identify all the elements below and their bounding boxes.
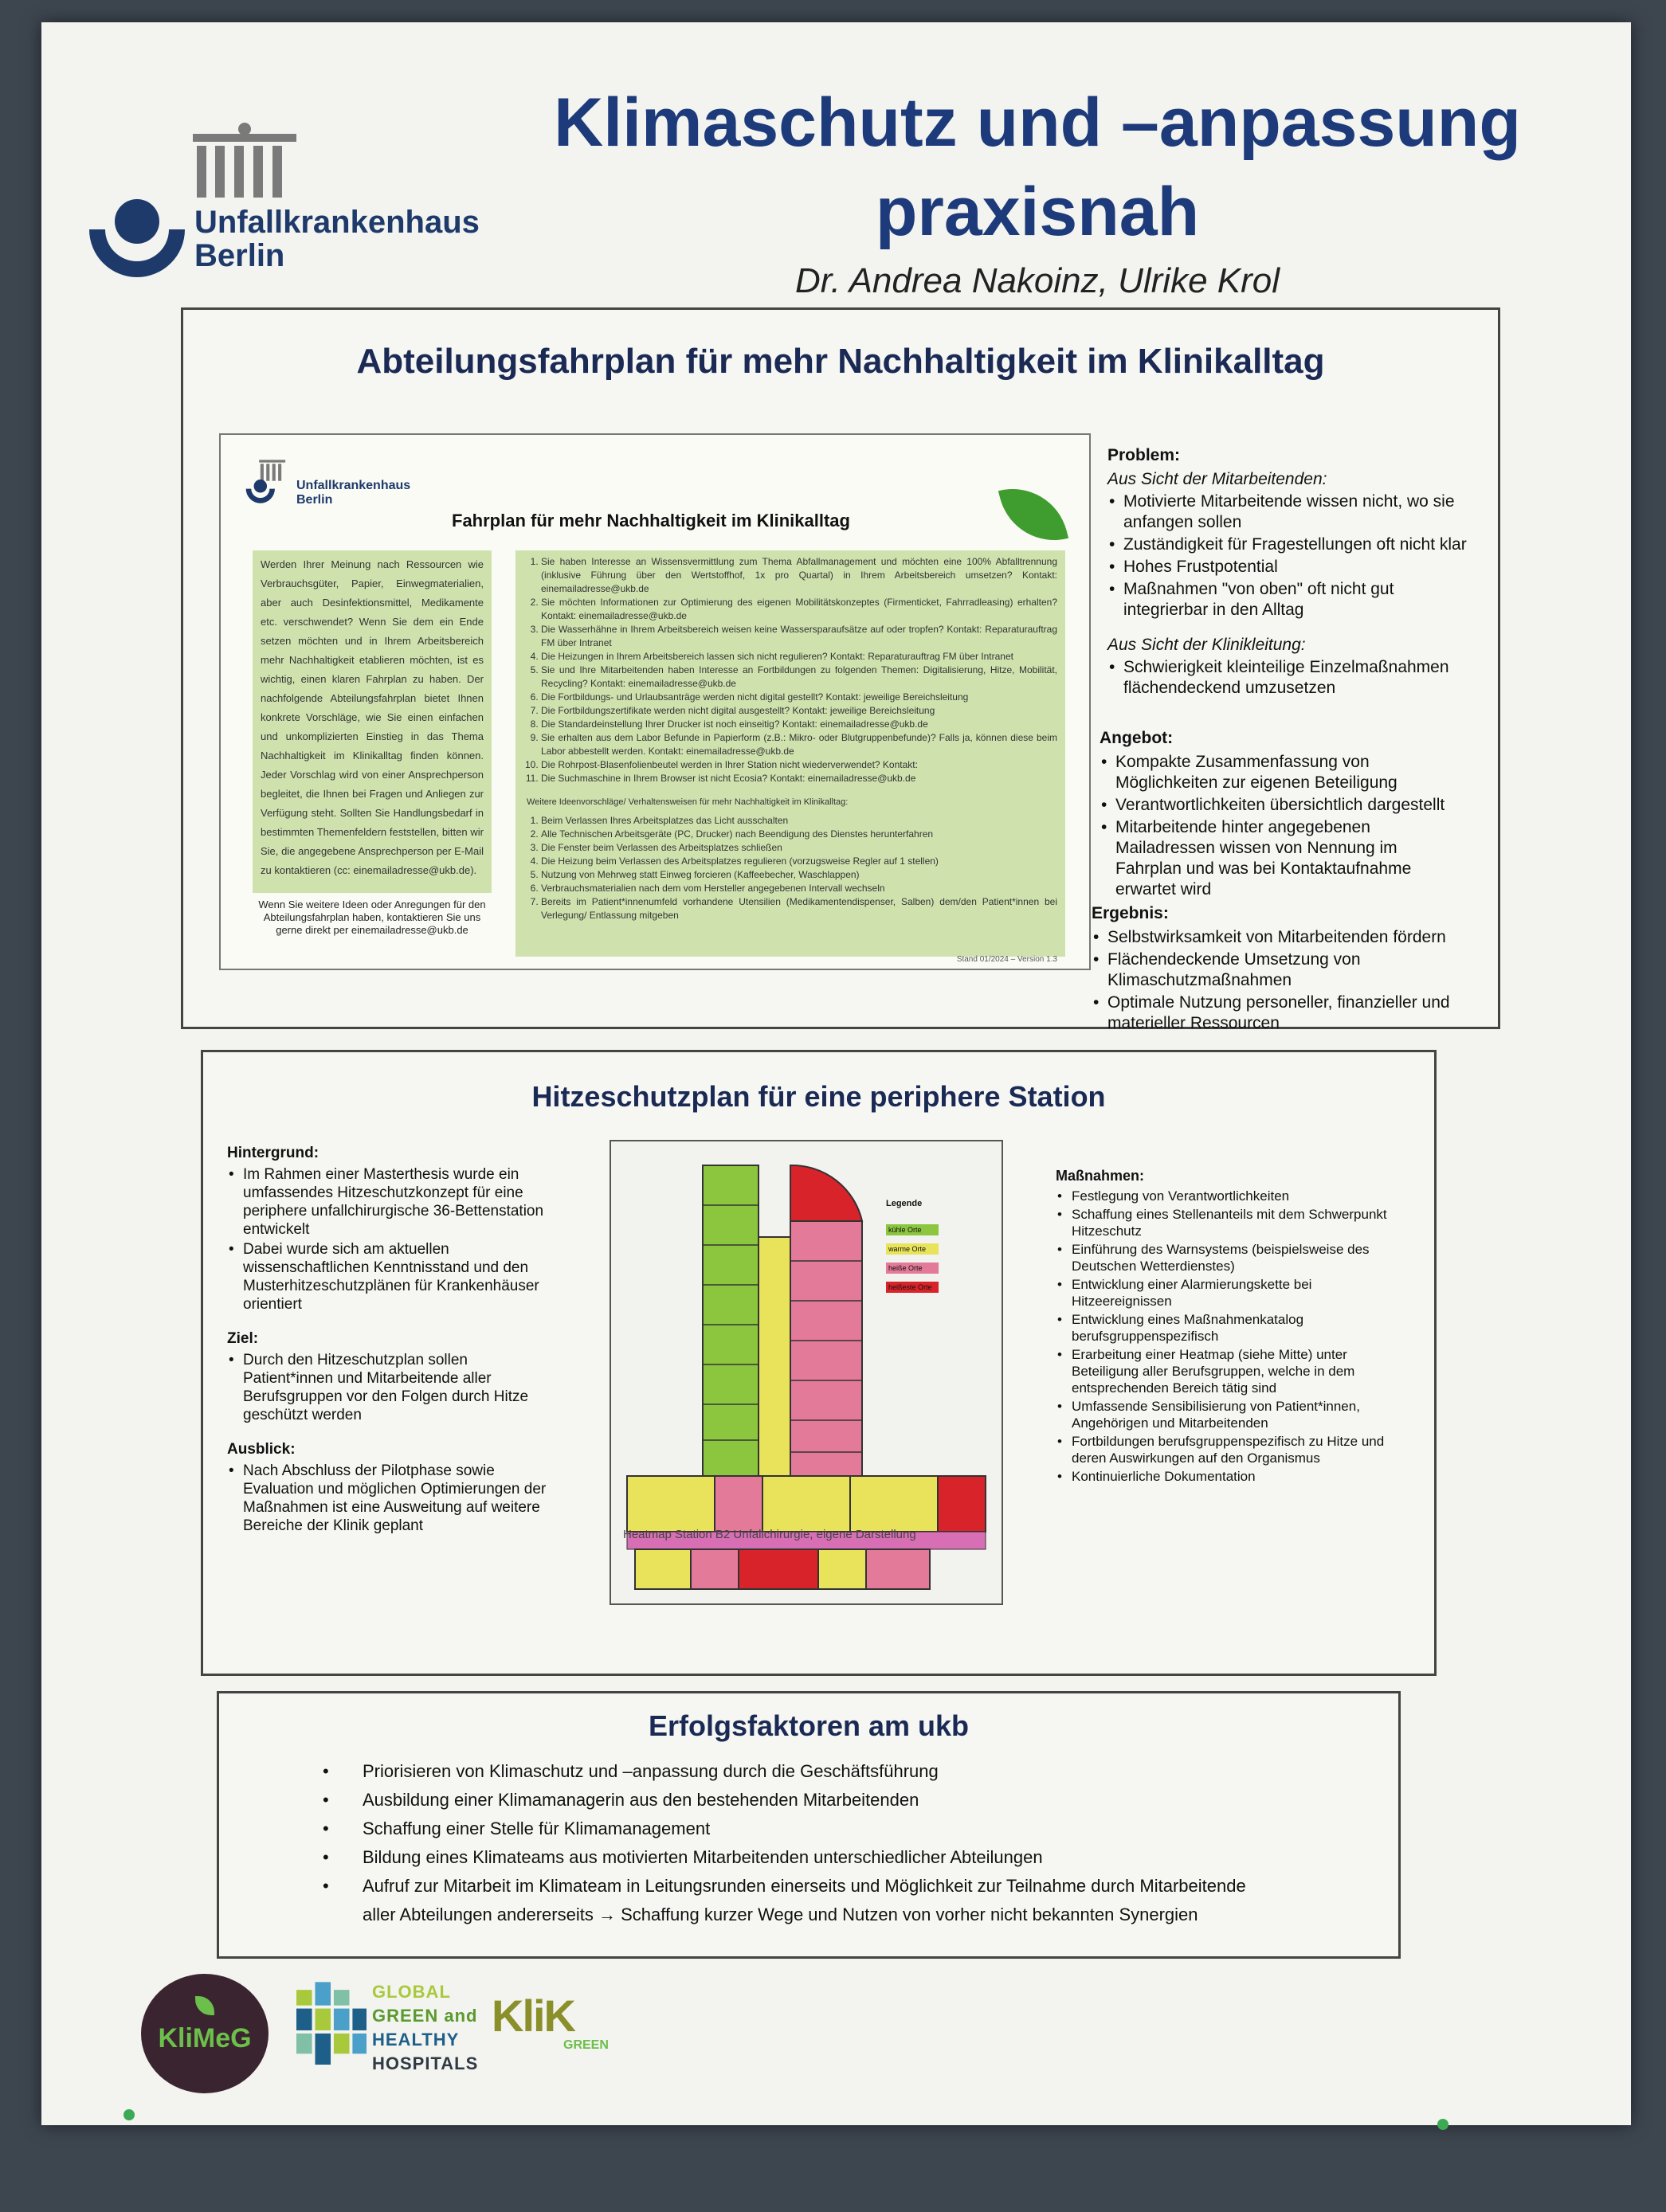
angebot-item: • Mitarbeitende hinter angegebenen Mailadressen wissen von Nennung im Fahrplan und was bei Kontaktaufnahme erwartet wird — [1115, 817, 1466, 900]
doc-further-item: 1. Beim Verlassen Ihres Arbeitsplatzes das Licht ausschalten — [541, 814, 1057, 828]
erfolgsfaktor-item: • Ausbildung einer Klimamanagerin aus den bestehenden Mitarbeitenden — [323, 1786, 1279, 1815]
doc-further-item: 2. Alle Technischen Arbeitsgeräte (PC, Drucker) nach Beendigung des Dienstes herunterfahren — [541, 828, 1057, 841]
poster — [41, 22, 1631, 2125]
gghh-logo-text — [372, 1980, 478, 2076]
ergebnis-item: • Selbstwirksamkeit von Mitarbeitenden fördern — [1107, 927, 1458, 948]
hintergrund-list — [227, 1165, 562, 1313]
massnahmen-item: • Fortbildungen berufsgruppenspezifisch zu Hitze und deren Auswirkungen auf den Organismus — [1072, 1433, 1390, 1466]
massnahmen-section — [1056, 1168, 1390, 1486]
doc-further-item: 5. Nutzung von Mehrweg statt Einweg forcieren (Kaffeebecher, Waschlappen) — [541, 868, 1057, 882]
fahrplan-document — [219, 433, 1091, 970]
erfolgsfaktoren-list — [323, 1757, 1279, 1929]
massnahmen-item: • Festlegung von Verantwortlichkeiten — [1072, 1188, 1390, 1204]
gghh-line: HEALTHY — [372, 2030, 460, 2050]
doc-logo-city: Berlin — [296, 493, 333, 507]
gghh-logo-icon — [296, 1982, 367, 2076]
authors: Dr. Andrea Nakoinz, Ulrike Krol — [794, 261, 1280, 300]
massnahmen-list — [1056, 1188, 1390, 1485]
angebot-item: • Verantwortlichkeiten übersichtlich dargestellt — [1115, 795, 1466, 816]
problem-item: • Hohes Frustpotential — [1123, 557, 1474, 577]
ukb-logo-text — [194, 206, 480, 272]
klimeg-logo — [141, 1974, 269, 2093]
angebot-heading: Angebot: — [1100, 729, 1174, 747]
doc-item: 4. Die Heizungen in Ihrem Arbeitsbereich lassen sich nicht regulieren? Kontakt: Reparaturauftrag FM über Intranet — [541, 650, 1057, 664]
hintergrund-heading: Hintergrund: — [227, 1145, 319, 1161]
problem-item: • Motivierte Mitarbeitende wissen nicht, wo sie anfangen sollen — [1123, 491, 1474, 533]
title-line-1: Klimaschutz und –anpassung — [554, 84, 1521, 161]
section-fahrplan — [181, 307, 1500, 1032]
massnahmen-item: • Entwicklung eines Maßnahmenkatalog berufsgruppenspezifisch — [1072, 1311, 1390, 1345]
doc-title: Fahrplan für mehr Nachhaltigkeit im Klinikalltag — [452, 511, 850, 530]
gghh-line: GLOBAL — [372, 1982, 451, 2002]
erfolgsfaktor-item: • Bildung eines Klimateams aus motivierten Mitarbeitenden unterschiedlicher Abteilungen — [323, 1843, 1279, 1872]
klik-text: KliK — [492, 1991, 574, 2041]
legend-item — [886, 1282, 939, 1293]
doc-item: 3. Die Wasserhähne in Ihrem Arbeitsbereich weisen keine Wassersparaufsätze auf oder tropfen? Kontakt: Reparaturauftrag FM über Intranet — [541, 623, 1057, 650]
problem-list-management — [1107, 657, 1474, 699]
section-hitzeschutz-heading: Hitzeschutzplan für eine periphere Station — [531, 1080, 1106, 1113]
hintergrund-item: • Im Rahmen einer Masterthesis wurde ein umfassendes Hitzeschutzkonzept für eine periphere unfallchirurgische 36-Bettenstation entwickelt — [243, 1165, 562, 1239]
section-erfolgsfaktoren — [217, 1691, 1401, 1959]
pushpin — [1437, 2119, 1448, 2130]
ziel-heading: Ziel: — [227, 1330, 259, 1347]
angebot-item: • Kompakte Zusammenfassung von Möglichkeiten zur eigenen Beteiligung — [1115, 752, 1466, 793]
problem-item: • Zuständigkeit für Fragestellungen oft nicht klar — [1123, 534, 1474, 555]
klik-green-logo — [492, 1991, 609, 2053]
erfolgsfaktor-item: • Aufruf zur Mitarbeit im Klimateam in Leitungsrunden einerseits und Möglichkeit zur Teilnahme durch Mitarbeitende aller Abteilungen andererseits → Schaffung kurzer Wege und Nutzen von vorher nicht bekannten Synergien — [323, 1872, 1279, 1929]
problem-sub2: Aus Sicht der Klinikleitung: — [1107, 636, 1306, 654]
legend-title: Legende — [886, 1199, 923, 1208]
legend-swatch: heiße Orte — [886, 1263, 939, 1274]
doc-item: 11. Die Suchmaschine in Ihrem Browser ist nicht Ecosia? Kontakt: einemailadresse@ukb.de — [541, 772, 1057, 785]
ausblick-list — [227, 1462, 562, 1535]
problem-list-employees — [1107, 491, 1474, 621]
doc-item: 8. Die Standardeinstellung Ihrer Drucker ist noch einseitig? Kontakt: einemailadresse@ukb.de — [541, 718, 1057, 731]
poster-title — [488, 78, 1587, 256]
hintergrund-section — [227, 1144, 562, 1537]
doc-further-item: 3. Die Fenster beim Verlassen des Arbeitsplatzes schließen — [541, 841, 1057, 855]
ergebnis-item: • Flächendeckende Umsetzung von Klimaschutzmaßnahmen — [1107, 949, 1458, 991]
ergebnis-list — [1092, 927, 1458, 1034]
leaf-icon — [998, 476, 1068, 552]
doc-further-item: 4. Die Heizung beim Verlassen des Arbeitsplatzes regulieren (vorzugsweise Regler auf 1 stellen) — [541, 855, 1057, 868]
doc-logo-text — [296, 479, 410, 507]
doc-further-item: 7. Bereits im Patient*innenumfeld vorhandene Utensilien (Medikamentendispenser, Salben) dem/den Patient*innen bei Verlegung/ Entlassung mitgeben — [541, 895, 1057, 922]
doc-item: 9. Sie erhalten aus dem Labor Befunde in Papierform (z.B.: Mikro- oder Blutgruppenbefunde)? Falls ja, können diese beim Labor abbestellt werden. Kontakt: einemailadresse@ukb.de — [541, 731, 1057, 758]
ausblick-item: • Nach Abschluss der Pilotphase sowie Evaluation und möglichen Optimierungen der Maßnahmen ist eine Ausweitung auf weitere Bereiche der Klinik geplant — [243, 1462, 562, 1535]
massnahmen-item: • Kontinuierliche Dokumentation — [1072, 1468, 1390, 1485]
problem-sub1: Aus Sicht der Mitarbeitenden: — [1107, 470, 1327, 488]
ergebnis-heading: Ergebnis: — [1092, 904, 1169, 922]
logo-city: Berlin — [194, 238, 285, 273]
legend-list — [886, 1224, 939, 1293]
legend-swatch: warme Orte — [886, 1243, 939, 1255]
ergebnis-item: • Optimale Nutzung personeller, finanzieller und materieller Ressourcen — [1107, 992, 1458, 1034]
ausblick-heading: Ausblick: — [227, 1441, 296, 1458]
section-fahrplan-heading: Abteilungsfahrplan für mehr Nachhaltigkeit im Klinikalltag — [356, 342, 1325, 381]
doc-intro-panel — [253, 550, 492, 893]
doc-logo-name: Unfallkrankenhaus — [296, 479, 411, 492]
doc-further-heading: Weitere Ideenvorschläge/ Verhaltensweisen für mehr Nachhaltigkeit im Klinikalltag: — [527, 797, 849, 807]
problem-section — [1107, 445, 1474, 700]
heatmap-legend — [886, 1199, 939, 1301]
doc-ukb-logo — [245, 457, 297, 510]
heatmap-floorplan — [610, 1140, 1003, 1605]
klik-sub: GREEN — [563, 2038, 609, 2052]
pushpin — [123, 2109, 135, 2120]
problem-heading: Problem: — [1107, 446, 1181, 464]
doc-intro: Werden Ihrer Meinung nach Ressourcen wie Verbrauchsgüter, Papier, Einwegmaterialien, aber auch Desinfektionsmittel, Medikamente etc. verschwendet? Wenn Sie dem ein Ende setzen möchten und in Ihrem Arbeitsbereich mehr Nachhaltigkeit etablieren möchten, ist es wichtig, einen klaren Fahrplan zu haben. Der nachfolgende Abteilungsfahrplan bietet Ihnen konkrete Vorschläge, wie Sie einen einfachen und unkomplizierten Einstieg in das Thema Nachhaltigkeit im Klinikalltag finden können. Jeder Vorschlag wird von einer Ansprechperson begleitet, die Ihnen bei Fragen und Anliegen zur Verfügung steht. Sollten Sie Handlungsbedarf in bestimmten Themenfeldern feststellen, bitten wir Sie, die angegebene Ansprechperson per E-Mail zu kontaktieren (cc: einemailadresse@ukb.de). — [261, 558, 484, 876]
massnahmen-item: • Schaffung eines Stellenanteils mit dem Schwerpunkt Hitzeschutz — [1072, 1206, 1390, 1239]
ziel-list — [227, 1351, 562, 1424]
doc-item: 1. Sie haben Interesse an Wissensvermittlung zum Thema Abfallmanagement und möchten eine 100% Abfalltrennung (inklusive Führung über den Wertstoffhof, 1x pro Quartal) in Ihrem Arbeitsbereich umsetzen? Kontakt: einemailadresse@ukb.de — [541, 555, 1057, 596]
angebot-section — [1100, 728, 1466, 902]
legend-swatch: heißeste Orte — [886, 1282, 939, 1293]
ergebnis-section — [1092, 903, 1458, 1036]
legend-swatch: kühle Orte — [886, 1224, 939, 1235]
problem-item: • Schwierigkeit kleinteilige Einzelmaßnahmen flächendeckend umzusetzen — [1123, 657, 1474, 699]
gghh-line: HOSPITALS — [372, 2053, 479, 2073]
doc-item: 7. Die Fortbildungszertifikate werden nicht digital ausgestellt? Kontakt: jeweilige Bereichsleitung — [541, 704, 1057, 718]
erfolgsfaktor-item: • Priorisieren von Klimaschutz und –anpassung durch die Geschäftsführung — [323, 1757, 1279, 1786]
doc-item: 2. Sie möchten Informationen zur Optimierung des eigenen Mobilitätskonzeptes (Firmenticket, Fahrradleasing) erhalten? Kontakt: einemailadresse@ukb.de — [541, 596, 1057, 623]
massnahmen-item: • Umfassende Sensibilisierung von Patient*innen, Angehörigen und Mitarbeitenden — [1072, 1398, 1390, 1431]
doc-items-panel — [515, 550, 1065, 957]
doc-item: 6. Die Fortbildungs- und Urlaubsanträge werden nicht digital gestellt? Kontakt: jeweilige Bereichsleitung — [541, 691, 1057, 704]
massnahmen-item: • Entwicklung einer Alarmierungskette bei Hitzeereignissen — [1072, 1276, 1390, 1310]
hintergrund-item: • Dabei wurde sich am aktuellen wissenschaftlichen Kenntnisstand und den Musterhitzeschutzplänen für Krankenhäuser orientiert — [243, 1240, 562, 1313]
doc-item: 5. Sie und Ihre Mitarbeitenden haben Interesse an Fortbildungen zu folgenden Themen: Digitalisierung, Hitze, Mobilität, Recycling? Kontakt: einemailadresse@ukb.de — [541, 664, 1057, 691]
doc-version: Stand 01/2024 – Version 1.3 — [956, 955, 1057, 964]
title-line-2: praxisnah — [875, 174, 1200, 250]
ziel-item: • Durch den Hitzeschutzplan sollen Patient*innen und Mitarbeitende aller Berufsgruppen vor den Folgen durch Hitze geschützt werden — [243, 1351, 562, 1424]
legend-item — [886, 1263, 939, 1274]
legend-item — [886, 1243, 939, 1255]
massnahmen-item: • Erarbeitung einer Heatmap (siehe Mitte) unter Beteiligung aller Berufsgruppen, welche in dem entsprechenden Bereich tätig sind — [1072, 1346, 1390, 1396]
massnahmen-heading: Maßnahmen: — [1056, 1168, 1145, 1184]
section-hitzeschutz — [201, 1050, 1437, 1676]
doc-contact-note: Wenn Sie weitere Ideen oder Anregungen für den Abteilungsfahrplan haben, kontaktieren Sie uns gerne direkt per einemailadresse@ukb.de — [258, 899, 486, 936]
klimeg-leaf-icon — [195, 1996, 214, 2015]
doc-further-list — [523, 814, 1057, 922]
doc-items-list — [523, 555, 1057, 785]
legend-item — [886, 1224, 939, 1235]
problem-item: • Maßnahmen "von oben" oft nicht gut integrierbar in den Alltag — [1123, 579, 1474, 621]
heatmap-caption: Heatmap Station B2 Unfallchirurgie, eigene Darstellung — [623, 1528, 916, 1541]
massnahmen-item: • Einführung des Warnsystems (beispielsweise des Deutschen Wetterdienstes) — [1072, 1241, 1390, 1274]
section-erfolgsfaktoren-heading: Erfolgsfaktoren am ukb — [648, 1709, 970, 1742]
klimeg-text: KliMeG — [158, 2023, 252, 2053]
erfolgsfaktor-item: • Schaffung einer Stelle für Klimamanagement — [323, 1815, 1279, 1843]
angebot-list — [1100, 752, 1466, 900]
logo-name: Unfallkrankenhaus — [194, 205, 480, 240]
gghh-line: GREEN and — [372, 2006, 478, 2026]
doc-item: 10. Die Rohrpost-Blasenfolienbeutel werden in Ihrer Station nicht wiederverwendet? Kontakt: — [541, 758, 1057, 772]
doc-further-item: 6. Verbrauchsmaterialien nach dem vom Hersteller angegebenen Intervall wechseln — [541, 882, 1057, 895]
